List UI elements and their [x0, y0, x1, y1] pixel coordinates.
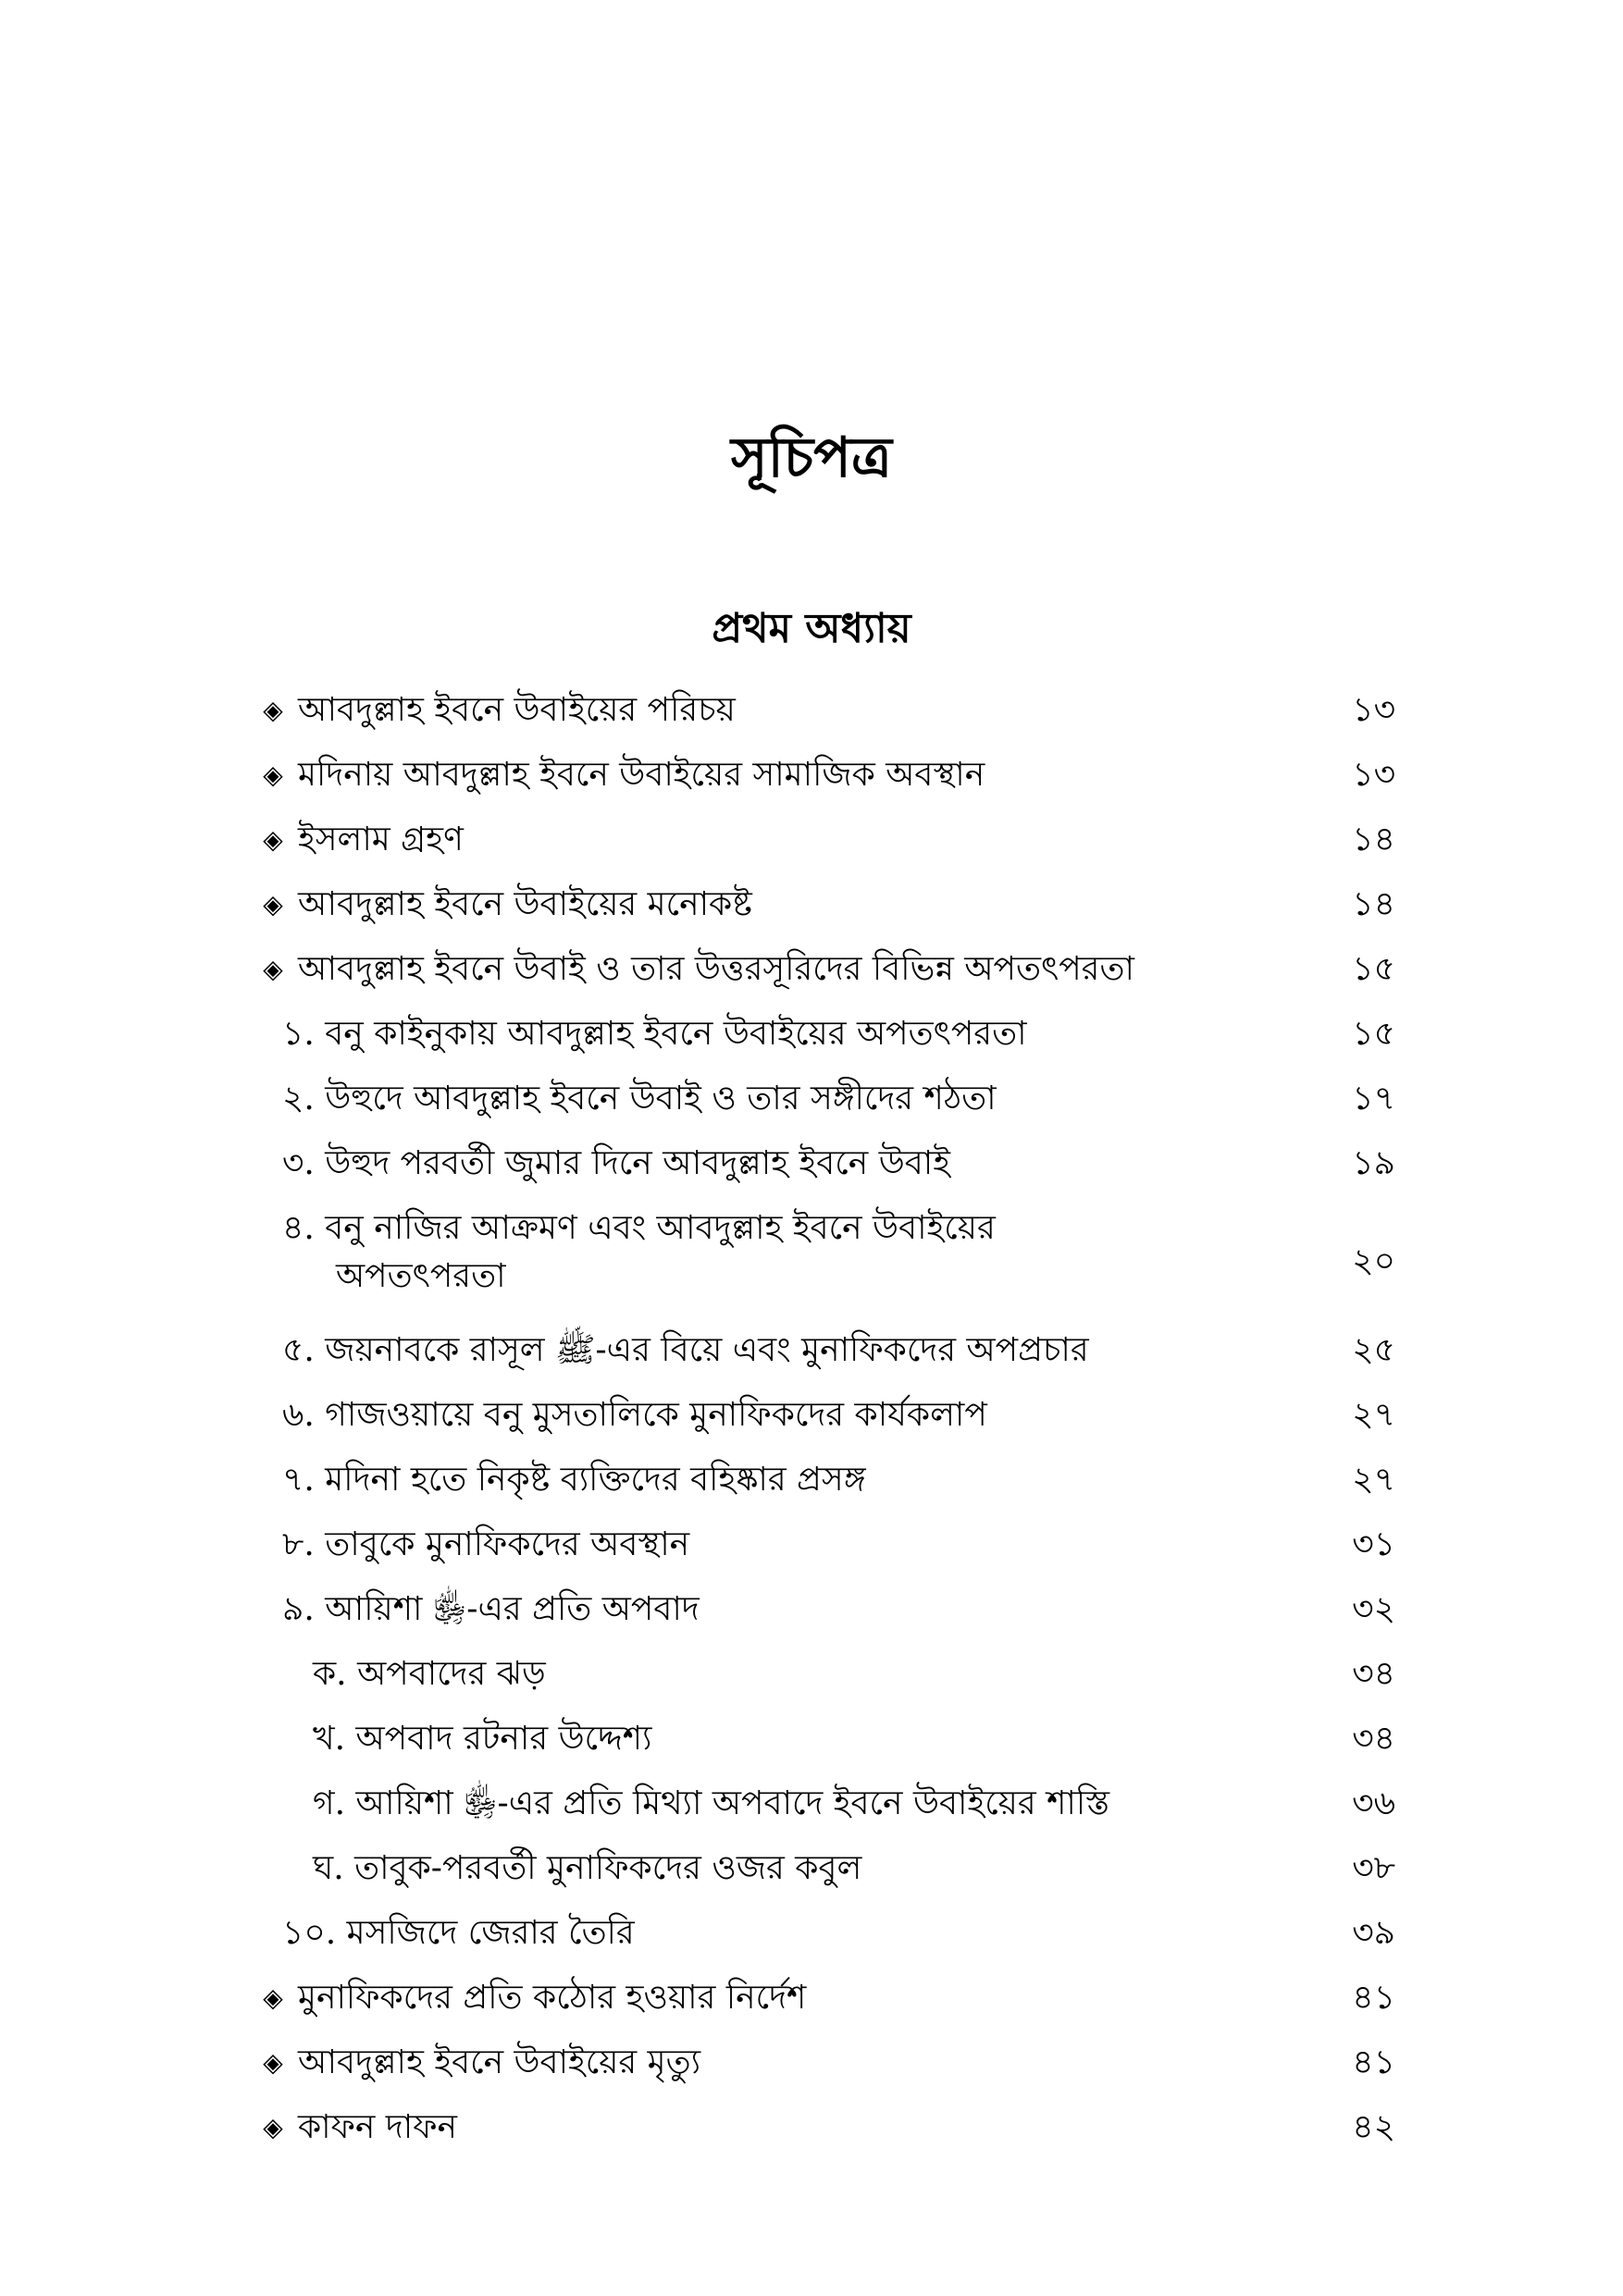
toc-entry-label: ১০. মসজিদে জেরার তৈরি	[282, 1914, 635, 1952]
toc-entry-page: ১৭	[1352, 1080, 1395, 1117]
toc-entry-label: আবদুল্লাহ ইবনে উবাইয়ের মনোকষ্ট	[298, 885, 752, 923]
toc-entry-label	[282, 1204, 1208, 1301]
toc-entry-page: ২০	[1352, 1242, 1395, 1280]
toc-entry-page: ১৫	[1352, 1015, 1395, 1053]
toc-entry-label-line1: ৪. বনু নাজির আক্রমণ এবং আবদুল্লাহ ইবনে উবাইয়ের	[282, 1209, 996, 1247]
toc-entry-page: ১৪	[1352, 821, 1395, 858]
diamond-bullet-icon: ◈	[263, 889, 283, 920]
toc-entry-page: ১৩	[1352, 756, 1395, 794]
toc-entry-page: ৪২	[1352, 2108, 1395, 2146]
toc-entry-page: ৩৯	[1352, 1914, 1395, 1952]
toc-entry-label: কাফন দাফন	[298, 2108, 458, 2146]
diamond-bullet-icon: ◈	[263, 1982, 283, 2013]
toc-entry-label: ইসলাম গ্রহণ	[298, 821, 464, 858]
toc-entry-label: ৩. উহুদ পরবর্তী জুমার দিনে আবদুল্লাহ ইবনে উবাই	[282, 1144, 950, 1182]
toc-entry-page: ৩৮	[1352, 1849, 1395, 1887]
toc-entry-page: ২৫	[1352, 1331, 1395, 1369]
toc-entry-label: ক. অপবাদের ঝড়	[313, 1655, 546, 1693]
diamond-bullet-icon: ◈	[263, 2047, 283, 2078]
diamond-bullet-icon: ◈	[263, 2112, 283, 2142]
toc-entry-page: ৩১	[1352, 1525, 1395, 1563]
diamond-bullet-icon: ◈	[263, 695, 283, 725]
toc-entry-page: ৩৬	[1352, 1784, 1395, 1822]
toc-entry-page: ২৭	[1352, 1461, 1395, 1499]
toc-entry-page: ৩৪	[1352, 1655, 1395, 1693]
toc-entry-page: ১৫	[1352, 950, 1395, 988]
toc-entry-page: ৪১	[1352, 2043, 1395, 2081]
toc-entry-label: আবদুল্লাহ ইবনে উবাইয়ের পরিচয়	[298, 691, 736, 729]
chapter-heading: প্রথম অধ্যায়	[712, 605, 911, 652]
diamond-bullet-icon: ◈	[263, 954, 283, 984]
toc-entry-label: গ. আয়িশা ﵂-এর প্রতি মিথ্যা অপবাদে ইবনে উবাইয়ের শাস্তি	[313, 1784, 1110, 1822]
toc-entry-label: ১. বনু কাইনুকায় আবদুল্লাহ ইবনে উবাইয়ের অপতৎপরতা	[282, 1015, 1027, 1053]
toc-entry-page: ৪১	[1352, 1979, 1395, 2017]
toc-entry-label: ঘ. তাবুক-পরবর্তী মুনাফিকদের ওজর কবুল	[313, 1849, 862, 1887]
toc-entry-label: ২. উহুদে আবদুল্লাহ ইবনে উবাই ও তার সঙ্গীদের শঠতা	[282, 1080, 997, 1117]
toc-entry-page: ১৩	[1352, 691, 1395, 729]
toc-entry-page: ১৯	[1352, 1144, 1395, 1182]
toc-entry-label: ৮. তাবুকে মুনাফিকদের অবস্থান	[282, 1525, 690, 1563]
toc-entry-label: আবদুল্লাহ ইবনে উবাই ও তার উত্তরসূরিদের বিভিন্ন অপতৎপরতা	[298, 950, 1134, 988]
toc-entry-label: খ. অপবাদ রটনার উদ্দেশ্য	[313, 1720, 652, 1758]
toc-entry-page: ১৪	[1352, 885, 1395, 923]
toc-entry-label: ৭. মদিনা হতে নিকৃষ্ট ব্যক্তিদের বহিষ্কার প্রসঙ্গ	[282, 1461, 866, 1499]
toc-entry-label: মদিনায় আবদুল্লাহ ইবনে উবাইয়ের সামাজিক অবস্থান	[298, 756, 985, 794]
toc-entry-label-line2: অপতৎপরতা	[336, 1257, 506, 1295]
toc-entry-page: ৩৪	[1352, 1720, 1395, 1758]
toc-entry-page: ৩২	[1352, 1590, 1395, 1628]
toc-entry-label: ৬. গাজওয়ায়ে বনু মুসতালিকে মুনাফিকদের কার্যকলাপ	[282, 1396, 987, 1434]
toc-entry-label: মুনাফিকদের প্রতি কঠোর হওয়ার নির্দেশ	[298, 1979, 807, 2017]
page-title: সূচিপত্র	[731, 426, 892, 490]
toc-entry-page: ২৭	[1352, 1396, 1395, 1434]
diamond-bullet-icon: ◈	[263, 759, 283, 790]
toc-entry-label: ৫. জয়নাবকে রাসূল ﷺ-এর বিয়ে এবং মুনাফিকদের অপপ্রচার	[282, 1331, 1089, 1369]
toc-entry-label: ৯. আয়িশা ﵂-এর প্রতি অপবাদ	[282, 1590, 700, 1628]
toc-entry-label: আবদুল্লাহ ইবনে উবাইয়ের মৃত্যু	[298, 2043, 701, 2081]
diamond-bullet-icon: ◈	[263, 824, 283, 855]
